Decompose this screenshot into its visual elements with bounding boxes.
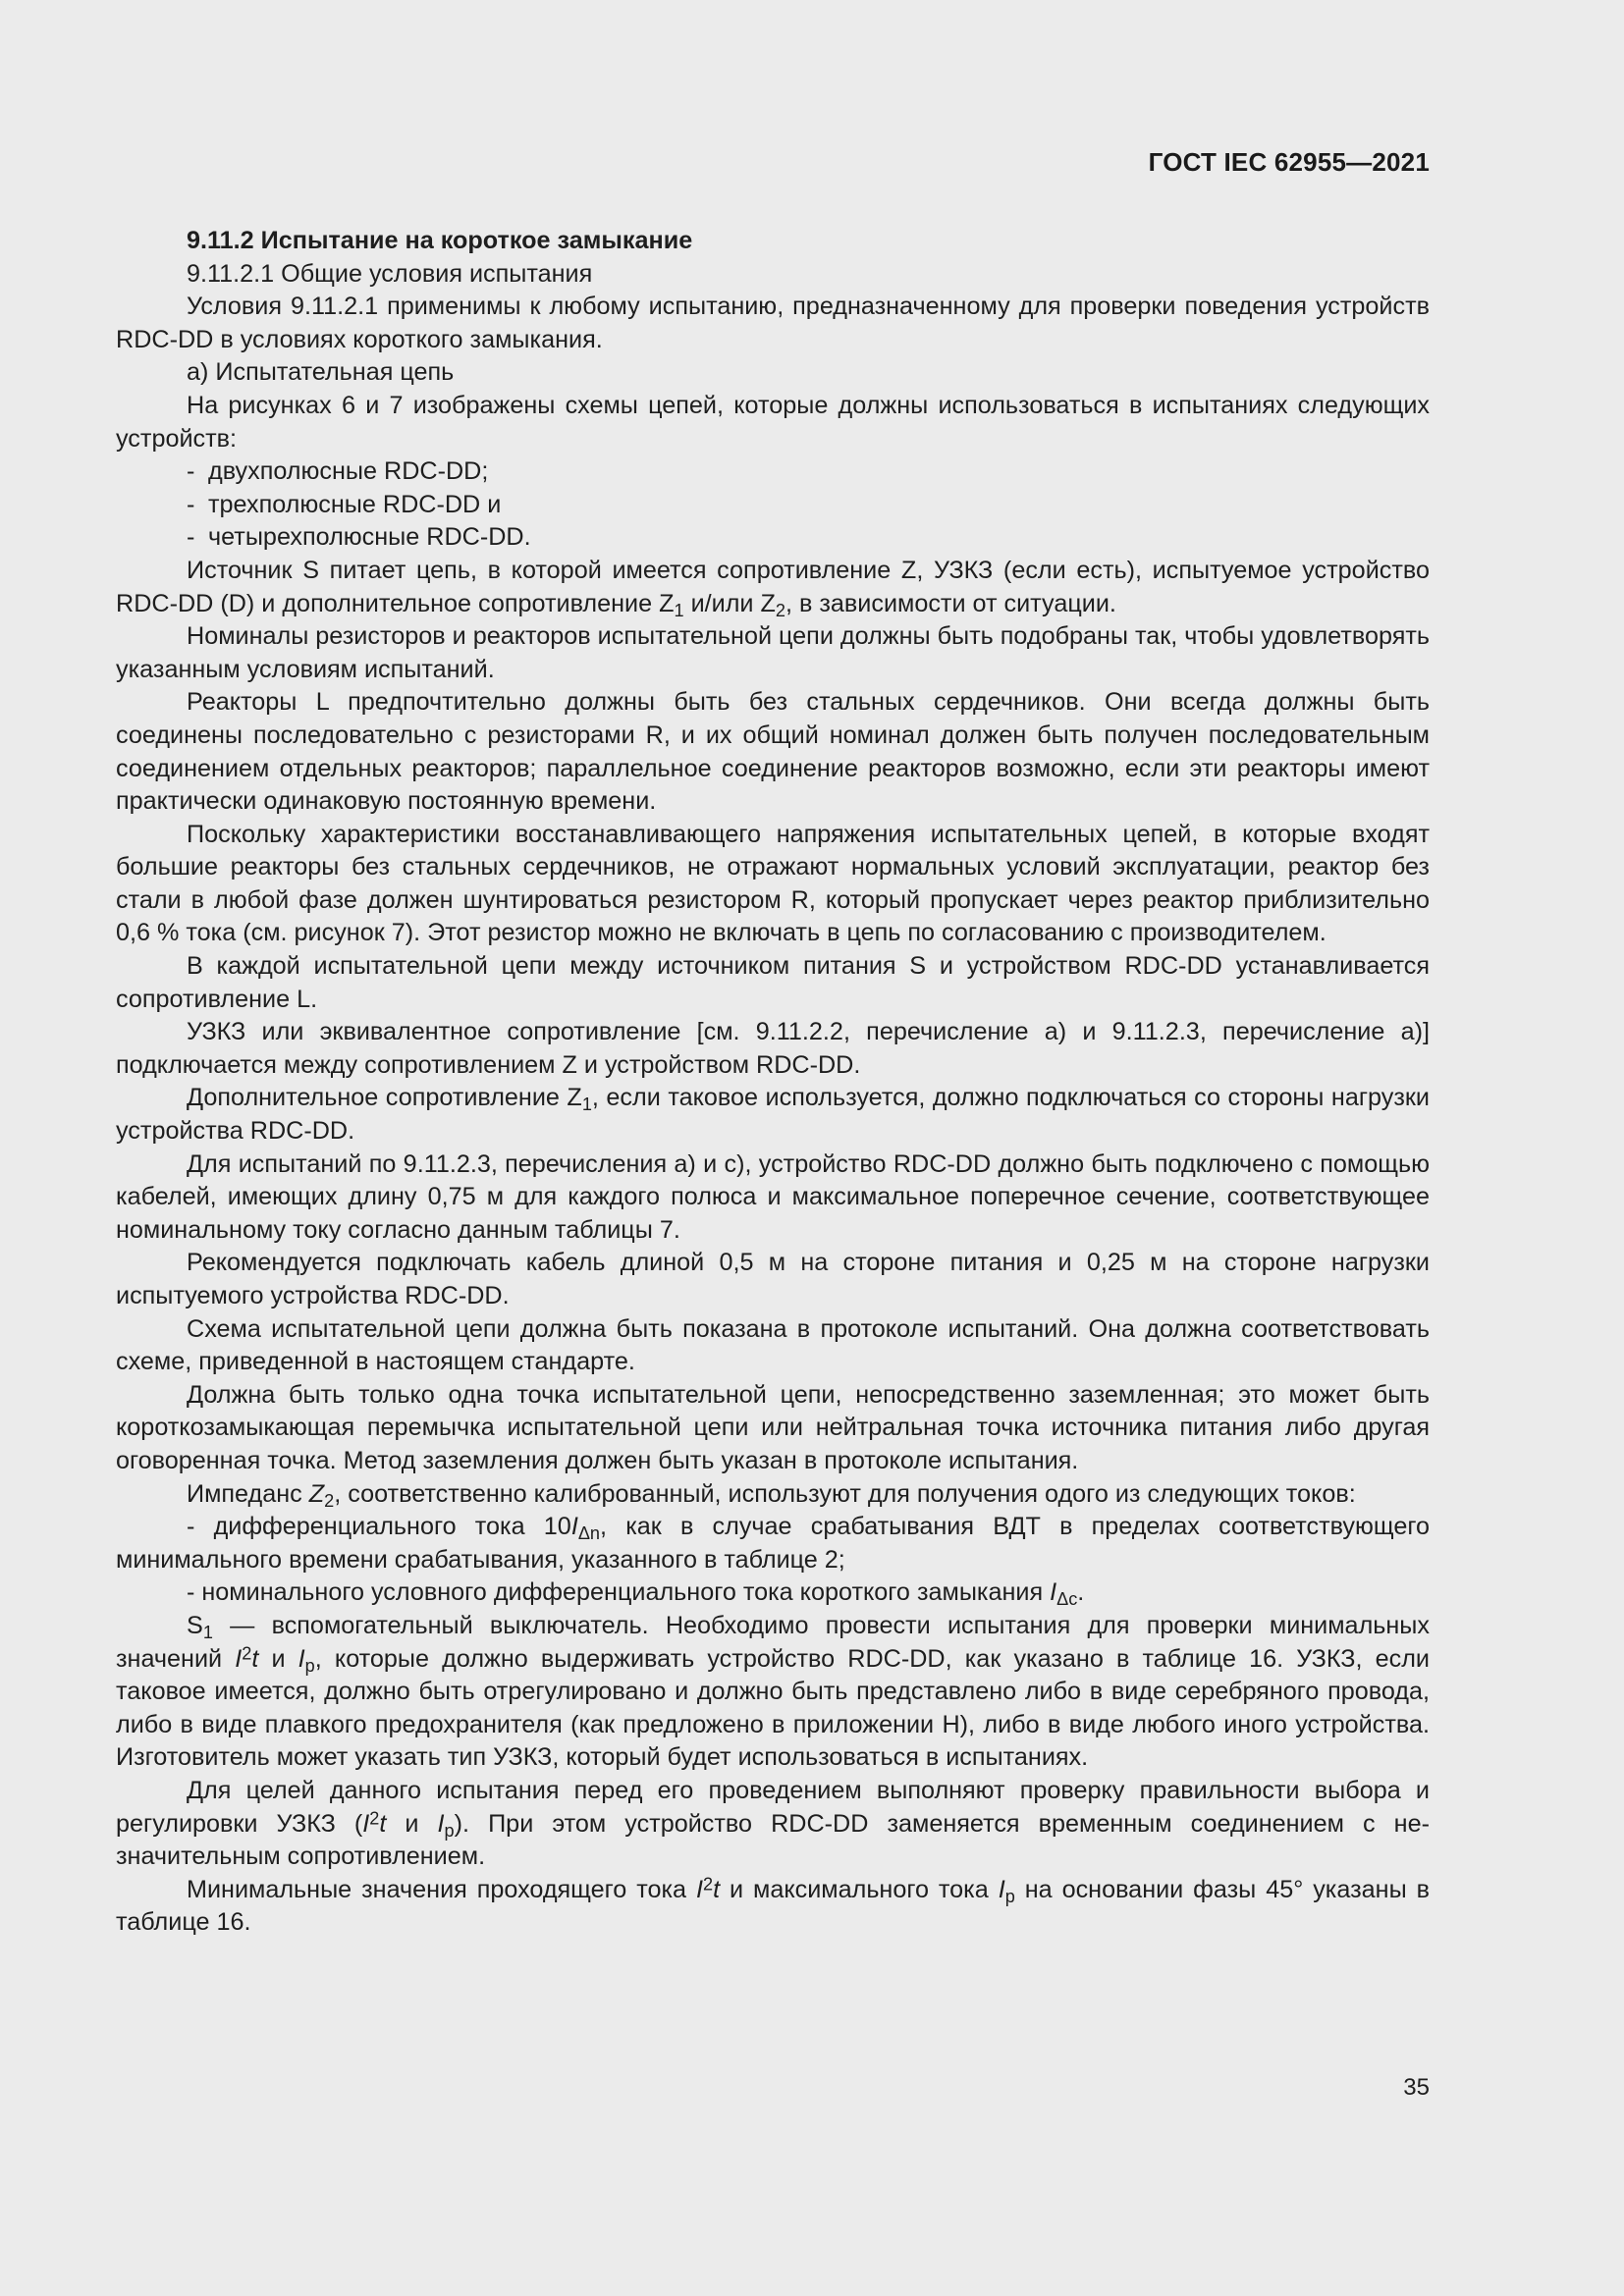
paragraph: В каждой испытательной цепи между источником питания S и устройством RDC-DD устанавливается сопротивление L. xyxy=(116,952,1430,1013)
paragraph: Источник S питает цепь, в которой имеется сопротивление Z, УЗКЗ (если есть), испытуемое устройство RDC-DD (D) и дополнительное сопротивление $Z_1$ и/или $Z_2$, в зависимости от ситуации. xyxy=(116,556,1430,620)
section-heading: 9.11.2 Испытание на короткое замыкание xyxy=(187,227,693,254)
list-item: - двухполюсные RDC-DD; xyxy=(116,455,1430,489)
paragraph: Импеданс $Z_2$, соответственно калиброванный, используют для получения одого из следующих токов: xyxy=(187,1479,1356,1511)
paragraph: Для испытаний по 9.11.2.3, перечисления а) и с), устройство RDC-DD должно быть подключено с помощью кабелей, имеющих длину 0,75 м для каждого полюса и максимальное поперечное сечение, соответствующее номинальному току согласно данным таблицы 7. xyxy=(116,1149,1430,1244)
list-dash: - xyxy=(187,457,195,486)
list-dash: - xyxy=(187,490,195,518)
list-item: - трехполюсные RDC-DD и xyxy=(116,489,1430,522)
list-item: - дифференциального тока $10I_{\Delta n}$, как в случае срабатывания ВДТ в пределах соответствующего минимального времени срабатывания, указанного в таблице 2; xyxy=(116,1513,1430,1574)
paragraph: Схема испытательной цепи должна быть показана в протоколе испытаний. Она должна соответствовать схеме, приведенной в настоящем стандарте. xyxy=(116,1314,1430,1376)
list-item: - четырехполюсные RDC-DD. xyxy=(116,521,1430,555)
paragraph: УЗКЗ или эквивалентное сопротивление [см. 9.11.2.2, перечисление а) и 9.11.2.3, перечисление а)] подключается между сопротивлением Z и устройством RDC-DD. xyxy=(116,1018,1430,1079)
paragraph: На рисунках 6 и 7 изображены схемы цепей, которые должны использоваться в испытаниях следующих устройств: xyxy=(116,391,1430,453)
paragraph: Реакторы L предпочтительно должны быть без стальных сердечников. Они всегда должны быть соединены последовательно с резисторами R, и их общий номинал должен быть получен последовательным соединением отдельных реакторов; параллельное соединение реакторов возможно, если эти реакторы имеют практически одинаковую постоянную времени. xyxy=(116,688,1430,816)
page-body xyxy=(116,225,1430,1940)
paragraph: $S_1$ — вспомогательный выключатель. Необходимо провести испытания для проверки минимальных значений $I^2t$ и $I_p$, которые должно выдерживать устройство RDC-DD, как указано в таблице 16. УЗКЗ, если таковое имеется, должно быть отрегулировано и должно быть представлено либо в виде серебряного провода, либо в виде плавкого предохранителя (как предложено в приложении Н), либо в виде любого иного устройства. Изготовитель может указать тип УЗКЗ, который будет использоваться в испытаниях. xyxy=(116,1611,1430,1772)
list-item-a: а) Испытательная цепь xyxy=(187,358,455,387)
paragraph: Рекомендуется подключать кабель длиной 0,5 м на стороне питания и 0,25 м на стороне нагрузки испытуемого устройства RDC-DD. xyxy=(116,1249,1430,1309)
paragraph: Номиналы резисторов и реакторов испытательной цепи должны быть подобраны так, чтобы удовлетворять указанным условиям испытаний. xyxy=(116,622,1431,683)
page-number: 35 xyxy=(1403,2074,1430,2101)
paragraph: Минимальные значения проходящего тока $I^2t$ и максимального тока $I_p$ на основании фазы 45° указаны в таблице 16. xyxy=(116,1874,1430,1937)
subsection-heading: 9.11.2.1 Общие условия испытания xyxy=(187,259,593,288)
paragraph: Для целей данного испытания перед его проведением выполняют проверку правильности выбора и регулировки УЗКЗ ($I^2t$ и $I_p$). При этом устройство RDC-DD заменяется временным соединением с незначительным сопротивлением. xyxy=(116,1776,1430,1871)
paragraph: Поскольку характеристики восстанавливающего напряжения испытательных цепей, в которые входят большие реакторы без стальных сердечников, не отражают нормальных условий эксплуатации, реактор без стали в любой фазе должен шунтироваться резистором R, который пропускает через реактор приблизительно 0,6 % тока (см. рисунок 7). Этот резистор можно не включать в цепь по согласованию с производителем. xyxy=(116,820,1430,947)
paragraph: Должна быть только одна точка испытательной цепи, непосредственно заземленная; это может быть короткозамыкающая перемычка испытательной цепи или нейтральная точка источника питания либо другая оговоренная точка. Метод заземления должен быть указан в протоколе испытания. xyxy=(116,1380,1430,1474)
paragraph: Условия 9.11.2.1 применимы к любому испытанию, предназначенному для проверки поведения устройств RDC-DD в условиях короткого замыкания. xyxy=(116,293,1430,353)
list-dash: - xyxy=(187,523,195,552)
paragraph: Дополнительное сопротивление $Z_1$, если таковое используется, должно подключаться со стороны нагрузки устройства RDC-DD. xyxy=(116,1084,1430,1146)
list-item: - номинального условного дифференциального тока короткого замыкания $I_{\Delta c}$. xyxy=(187,1578,1085,1610)
document-code: ГОСТ IEC 62955—2021 xyxy=(1148,147,1430,177)
